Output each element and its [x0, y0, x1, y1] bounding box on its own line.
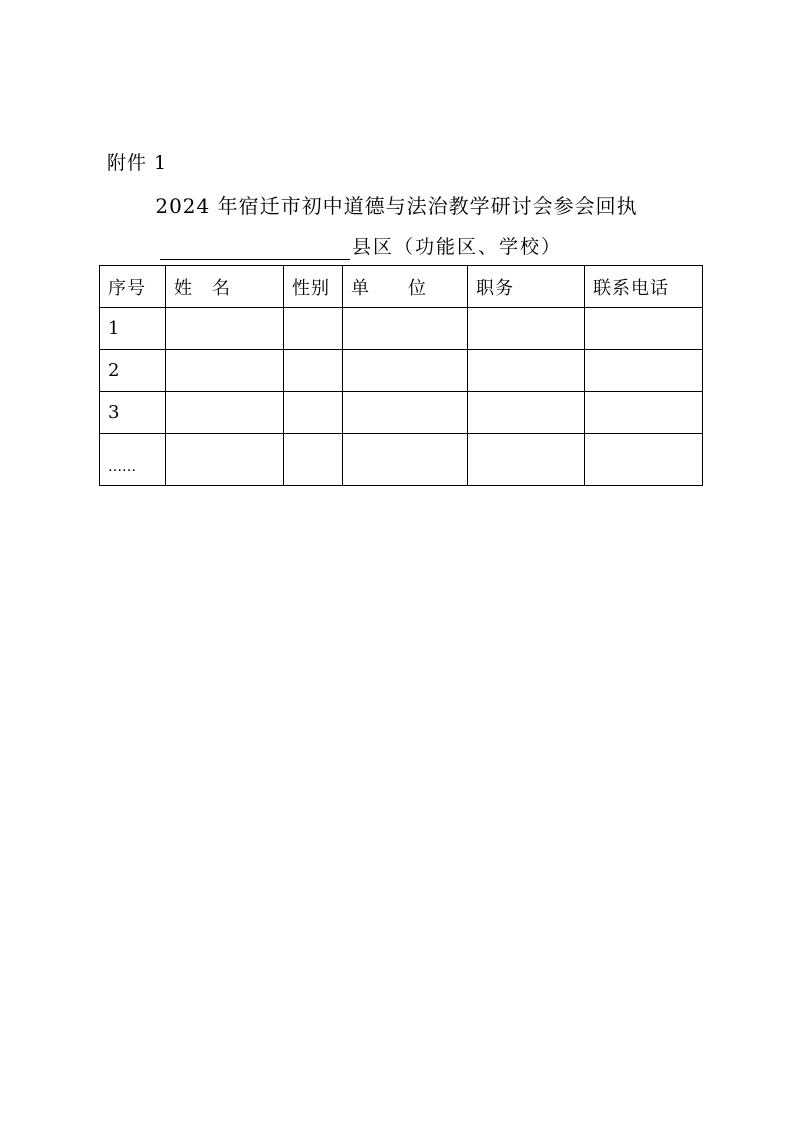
cell-name[interactable]	[166, 350, 284, 392]
cell-name[interactable]	[166, 392, 284, 434]
cell-position[interactable]	[468, 308, 585, 350]
cell-position[interactable]	[468, 434, 585, 486]
header-position: 职务	[468, 266, 585, 308]
cell-gender[interactable]	[284, 434, 343, 486]
cell-phone[interactable]	[585, 434, 703, 486]
header-phone: 联系电话	[585, 266, 703, 308]
cell-organization[interactable]	[343, 392, 468, 434]
cell-phone[interactable]	[585, 308, 703, 350]
table-row	[100, 392, 703, 434]
cell-gender[interactable]	[284, 392, 343, 434]
table-row	[100, 350, 703, 392]
cell-position[interactable]	[468, 392, 585, 434]
cell-phone[interactable]	[585, 350, 703, 392]
cell-organization[interactable]	[343, 308, 468, 350]
table-header-row	[100, 266, 703, 308]
county-fill-line	[160, 232, 562, 260]
header-organization: 单 位	[343, 266, 468, 308]
registration-table	[99, 265, 703, 486]
cell-gender[interactable]	[284, 350, 343, 392]
cell-gender[interactable]	[284, 308, 343, 350]
attachment-label: 附件 1	[107, 152, 168, 174]
header-gender: 性别	[284, 266, 343, 308]
cell-position[interactable]	[468, 350, 585, 392]
table-row	[100, 308, 703, 350]
table-row	[100, 434, 703, 486]
cell-serial-number: ……	[100, 434, 166, 486]
header-serial-number: 序号	[100, 266, 166, 308]
county-suffix-label: 县区（功能区、学校）	[352, 236, 563, 258]
cell-organization[interactable]	[343, 434, 468, 486]
cell-serial-number: 2	[100, 350, 166, 392]
cell-phone[interactable]	[585, 392, 703, 434]
cell-name[interactable]	[166, 434, 284, 486]
cell-organization[interactable]	[343, 350, 468, 392]
document-title: 2024 年宿迁市初中道德与法治教学研讨会参会回执	[155, 194, 638, 218]
county-blank-field[interactable]	[160, 235, 350, 260]
cell-name[interactable]	[166, 308, 284, 350]
cell-serial-number: 3	[100, 392, 166, 434]
cell-serial-number: 1	[100, 308, 166, 350]
header-name: 姓 名	[166, 266, 284, 308]
